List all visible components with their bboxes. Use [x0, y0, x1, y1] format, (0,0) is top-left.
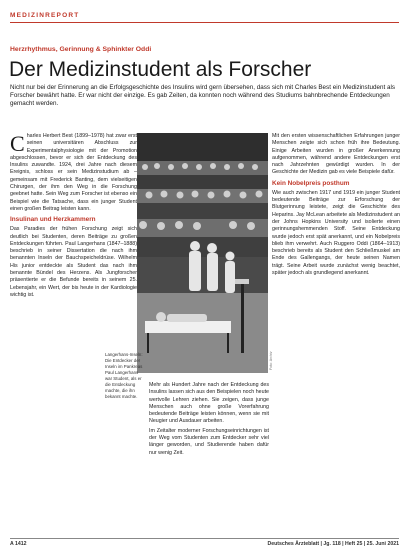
- right-column: [272, 133, 400, 279]
- photo-illustration: [137, 133, 268, 373]
- left-paragraph-1: harles Herbert Best (1899–1978) hat zwar erst seinen universitären Abschluss zur Experimentalphysiologie mit der Promotion abgeschlossen, bevor er sich der Entdeckung des Insulins zuwandte. 1924, drei Jahre nach diesem Ereignis, schloss er sein Medizinstudium ab – gemeinsam mit Frederick Banting, dem vielseitigen Chirurgen, der ihm den Weg in die Forschung geebnet hatte. Sein Weg zum Forscher ist ebenso ein Beispiel wie die Tatsache, dass ein junger Student einen großen Beitrag leisten kann.: [10, 133, 137, 212]
- section-tag: MEDIZINREPORT: [10, 12, 80, 19]
- left-paragraph-2: Das Paradies der frühen Forschung zeigt sich deutlich bei Studenten, deren Beiträge zu großen Entdeckungen führten. Paul Langerhans (1847–1888) beschrieb in seiner Dissertation die nach ihm benannten Inseln der Bauchspeicheldrüse. Wilhelm His junior entdeckte als Student das nach ihm benannte Bündel des Herzens. Als Jungforscher präsentierte er die Befunde bereits in seinem 25. Lebensjahr, ein Wert, der bis heute in der Kardiologie wichtig ist.: [10, 226, 137, 298]
- article-lead: Nicht nur bei der Erinnerung an die Erfolgsgeschichte des Insulins wird gern übersehen, dass sich mit Charles Best ein Medizinstudent als Forscher bewährt hatte. Er war nicht der einzige. Es gab Zeiten, da konnten noch während des Studiums bahnbrechende Entdeckungen gemacht werden.: [10, 84, 396, 108]
- mid-paragraph-2: Im Zeitalter moderner Forschungseinrichtungen ist der Weg vom Studenten zum Entdecker sehr viel länger geworden, und Studierende haben dafür nur wenig Zeit.: [149, 427, 269, 456]
- mid-paragraph-1: Mehr als Hundert Jahre nach der Entdeckung des Insulins lassen sich aus den Beispielen noch heute wertvolle Lehren ziehen. Sie zeigen, dass junge Menschen auch ohne große Vorerfahrung bedeutende Beiträge leisten können, wenn sie mit Neugier und Ausdauer arbeiten.: [149, 382, 269, 425]
- left-subheading: Insulinan und Herzkammern: [10, 216, 96, 224]
- right-paragraph-2: Wie auch zwischen 1917 und 1919 ein junger Student bedeutende Beiträge zur Erforschung der Blutgerinnung leistete, zeigt die Geschichte des Heparins. Jay McLean arbeitete als Medizinstudent an der Johns Hopkins University und isolierte einen gerinnungshemmenden Stoff. Seine Entdeckung wurde jedoch erst spät anerkannt, und ein Nobelpreis blieb ihm verwehrt. Auch Ruggero Oddi (1864–1913) beschrieb bereits als Student den Schließmuskel am Ende des Gallengangs, der heute seinen Namen trägt. Seine Arbeit wurde zunächst wenig beachtet, später jedoch als grundlegend anerkannt.: [272, 189, 400, 277]
- drop-cap: C: [10, 131, 25, 156]
- middle-column-text: [149, 382, 269, 459]
- article-kicker: Herzrhythmus, Gerinnung & Sphinkter Oddi: [10, 46, 152, 53]
- top-rule: [10, 22, 399, 23]
- photo-caption: Langerhans-Inseln: Die Entdecker der Inseln im Pankreas Paul Langerhans war Student, als er die Entdeckung machte, die ihn bekannt machte.: [105, 352, 143, 399]
- article-headline: Der Medizinstudent als Forscher: [9, 58, 312, 81]
- historical-photo: [137, 133, 268, 373]
- photo-credit: Foto: Archiv: [269, 351, 273, 370]
- right-paragraph-1: Mit den ersten wissenschaftlichen Erfahrungen junger Menschen zeigte sich schon früh ihre Bedeutung. Einige Arbeiten wurden in großer Anerkennung aufgenommen, während andere Entdeckungen erst nach Jahrzehnten gewürdigt wurden. In der Geschichte der Medizin gab es viele Beispiele dafür.: [272, 133, 400, 176]
- left-column: [10, 133, 137, 301]
- footer-rule: [10, 538, 399, 539]
- publication-info: Deutsches Ärzteblatt | Jg. 118 | Heft 25 | 25. Juni 2021: [267, 541, 399, 547]
- right-subheading: Kein Nobelpreis posthum: [272, 179, 350, 187]
- page-number: A 1412: [10, 541, 27, 547]
